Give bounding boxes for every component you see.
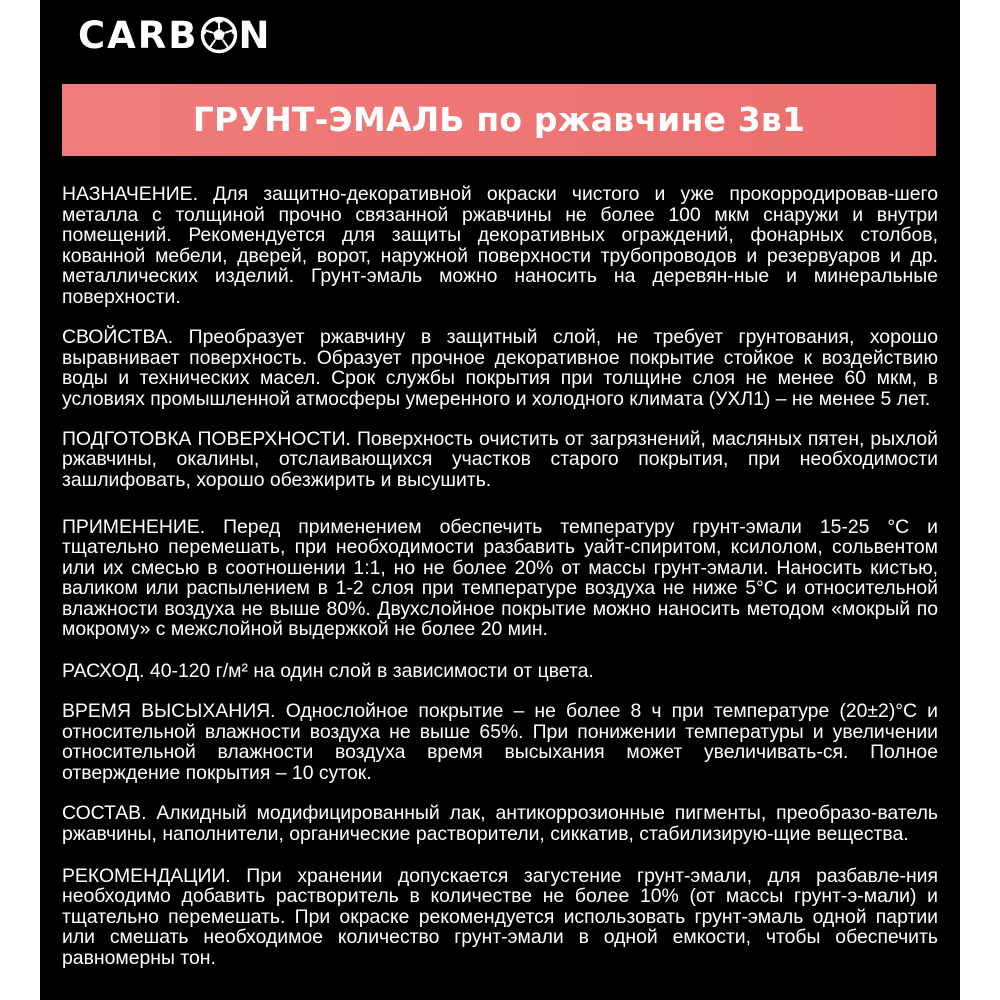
- title-banner: [62, 84, 936, 156]
- section-heading: НАЗНАЧЕНИЕ.: [62, 183, 198, 205]
- section-body: Перед применением обеспечить температуру грунт-эмали 15-25 °С и тщательно перемешать, при необходимости разбавить уайт-спиритом, ксилолом, сольвентом или их смесью в соотношении 1:1, но не более 20% от массы грунт-эмали. Наносить кистью, валиком или распылением в 1-2 слоя при температуре воздуха не ниже 5°С и относительной влажности воздуха не выше 80%. Двухслойное покрытие можно наносить методом «мокрый по мокрому» с межслойной выдержкой не более 20 мин.: [62, 515, 938, 641]
- section-application: [62, 517, 938, 641]
- section-heading: ВРЕМЯ ВЫСЫХАНИЯ.: [62, 700, 276, 723]
- section-heading: СОСТАВ.: [62, 802, 147, 825]
- section-composition: [62, 803, 938, 844]
- section-body: Для защитно-декоративной окраски чистого и уже прокорродировав-шего металла с толщиной прочно связанной ржавчины не более 100 мкм снаружи и внутри помещений. Рекомендуется для защиты декоративных ограждений, фонарных столбов, кованной мебели, дверей, ворот, наружной поверхности трубопроводов и резервуаров и др. металлических изделий. Грунт-эмаль можно наносить на деревян-ные и минеральные поверхности.: [62, 183, 938, 308]
- section-heading: СВОЙСТВА.: [62, 325, 174, 348]
- soccer-ball-icon: [200, 16, 238, 54]
- product-info-panel: [40, 0, 960, 1000]
- section-heading: РАСХОД.: [62, 660, 145, 683]
- brand-wordmark-tail: N: [238, 13, 272, 57]
- section-heading: РЕКОМЕНДАЦИИ.: [62, 864, 231, 887]
- section-heading: ПОДГОТОВКА ПОВЕРХНОСТИ.: [62, 427, 351, 450]
- section-recommendations: [62, 866, 938, 969]
- section-drying-time: [62, 701, 938, 783]
- section-body: Алкидный модифицированный лак, антикоррозионные пигменты, преобразо-ватель ржавчины, наполнители, органические растворители, сиккатив, стабилизирую-щие вещества.: [62, 802, 938, 846]
- section-body: При хранении допускается загустение грунт-эмали, для разбавле-ния необходимо добавить растворитель в количестве не более 10% (от массы грунт-э-мали) и тщательно перемешать. При окраске рекомендуется использовать грунт-эмаль одной партии или смешать необходимое количество грунт-эмали в одной емкости, чтобы обеспечить равномерны тон.: [62, 864, 938, 969]
- section-purpose: [62, 184, 938, 308]
- section-surface-preparation: [62, 429, 938, 491]
- brand-logo: [78, 10, 271, 60]
- section-body: Преобразует ржавчину в защитный слой, не требует грунтования, хорошо выравнивает поверхность. Образует прочное декоративное покрытие стойкое к воздействию воды и технических масел. Срок службы покрытия при толщине слоя не менее 60 мкм, в условиях промышленной атмосферы умеренного и холодного климата (УХЛ1) – не менее 5 лет.: [62, 325, 938, 410]
- section-body: Однослойное покрытие – не более 8 ч при температуре (20±2)°С и относительной влажности воздуха не выше 65%. При понижении температуры и увеличении относительной влажности воздуха время высыхания может увеличивать-ся. Полное отверждение покрытия – 10 суток.: [62, 700, 939, 784]
- section-consumption: [62, 661, 938, 682]
- brand-wordmark: CARB: [78, 13, 199, 57]
- description-content: [62, 184, 938, 969]
- section-heading: ПРИМЕНЕНИЕ.: [62, 515, 206, 538]
- section-properties: [62, 327, 938, 409]
- product-title: ГРУНТ-ЭМАЛЬ по ржавчине 3в1: [192, 99, 806, 139]
- section-body: Поверхность очистить от загрязнений, масляных пятен, рыхлой ржавчины, окалины, отслаивающихся участков старого покрытия, при необходимости зашлифовать, хорошо обезжирить и высушить.: [62, 427, 938, 491]
- section-body: 40-120 г/м² на один слой в зависимости от цвета.: [144, 660, 594, 683]
